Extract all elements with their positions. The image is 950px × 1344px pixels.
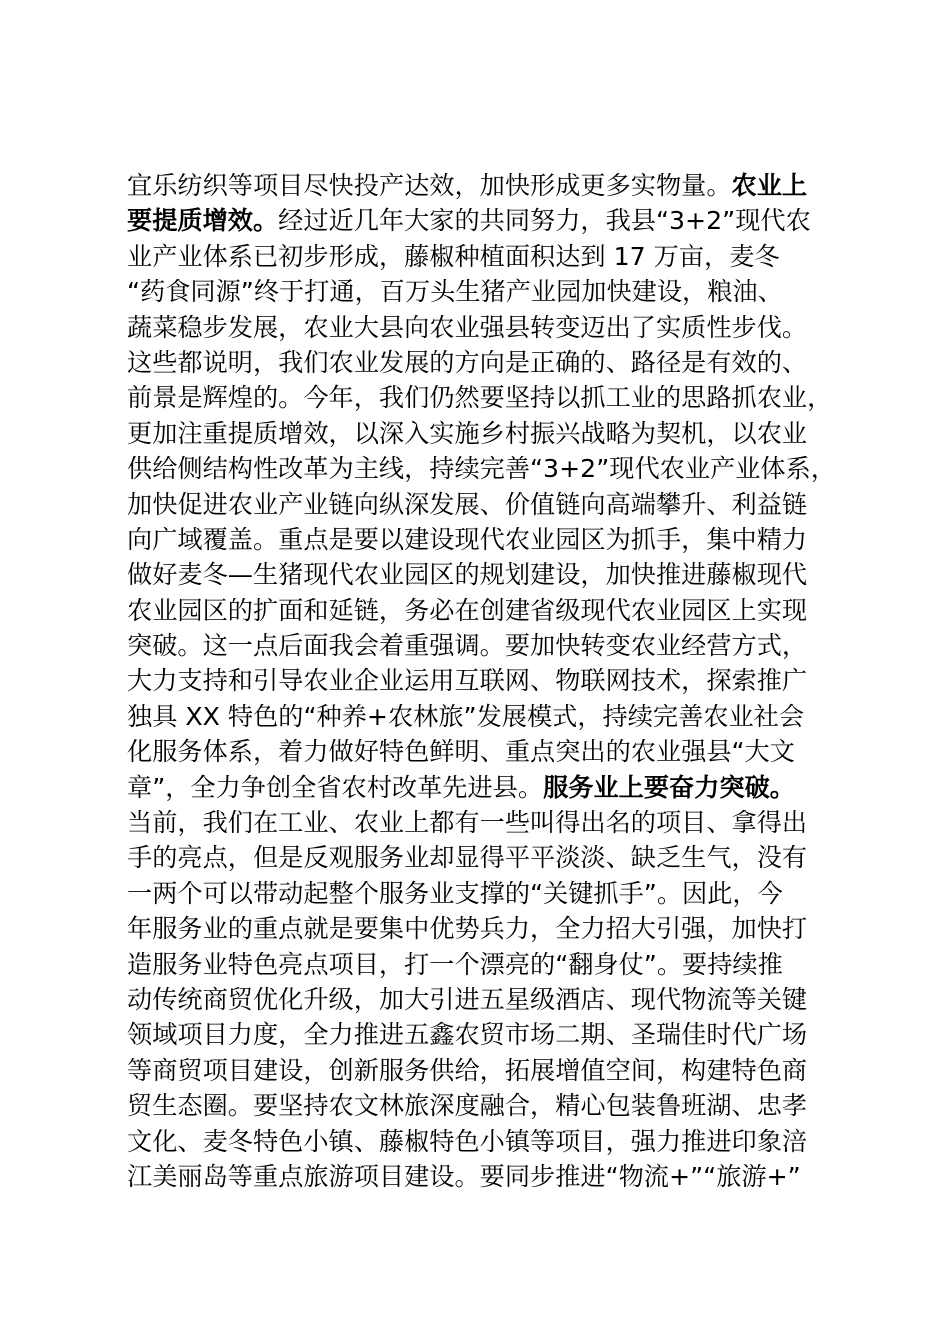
paragraph-line <box>127 1053 867 1088</box>
body-text-segment: 加快促进农业产业链向纵深发展、价值链向高端攀升、利益链 <box>127 489 808 519</box>
paragraph-line <box>127 840 867 875</box>
bold-heading-text: 要提质增效。 <box>127 206 279 236</box>
body-text-segment: 年服务业的重点就是要集中优势兵力，全力招大引强，加快打 <box>127 914 808 944</box>
body-text-segment: 文化、麦冬特色小镇、藤椒特色小镇等项目，强力推进印象涪 <box>127 1126 808 1156</box>
body-text-segment: 做好麦冬—生猪现代农业园区的规划建设，加快推进藤椒现代 <box>127 560 808 590</box>
body-text-segment: 动传统商贸优化升级，加大引进五星级酒店、现代物流等关键 <box>127 984 808 1014</box>
paragraph-line <box>127 805 867 840</box>
body-text-segment: 贸生态圈。要坚持农文林旅深度融合，精心包装鲁班湖、忠孝 <box>127 1091 808 1121</box>
paragraph-line <box>127 734 867 769</box>
paragraph-line <box>127 911 867 946</box>
paragraph-line <box>127 663 867 698</box>
body-text-segment: 经过近几年大家的共同努力，我县“3+2”现代农 <box>278 206 811 236</box>
paragraph-line <box>127 416 867 451</box>
body-text-segment: 独具 XX 特色的“种养+农林旅”发展模式，持续完善农业社会 <box>127 701 805 731</box>
paragraph-line <box>127 770 867 805</box>
body-text-segment: 宜乐纺织等项目尽快投产达效，加快形成更多实物量。 <box>127 171 732 200</box>
body-text-segment: 造服务业特色亮点项目，打一个漂亮的“翻身仗”。要持续推 <box>127 949 783 979</box>
body-text <box>127 168 867 1194</box>
paragraph-line <box>127 310 867 345</box>
body-text-segment: 业产业体系已初步形成，藤椒种植面积达到 17 万亩，麦冬 <box>127 241 780 271</box>
body-text-segment: 等商贸项目建设，创新服务供给，拓展增值空间，构建特色商 <box>127 1055 808 1085</box>
body-text-segment: 供给侧结构性改革为主线，持续完善“3+2”现代农业产业体系， <box>127 454 836 484</box>
body-text-segment: 大力支持和引导农业企业运用互联网、物联网技术，探索推广 <box>127 666 808 696</box>
paragraph-line <box>127 947 867 982</box>
body-text-segment: 前景是辉煌的。今年，我们仍然要坚持以抓工业的思路抓农业， <box>127 383 833 413</box>
paragraph-line <box>127 203 867 238</box>
body-text-segment: 农业园区的扩面和延链，务必在创建省级现代农业园区上实现 <box>127 595 808 625</box>
paragraph-line <box>127 274 867 309</box>
paragraph-line <box>127 1017 867 1052</box>
paragraph-line <box>127 345 867 380</box>
paragraph-line <box>127 168 867 203</box>
body-text-segment: “药食同源”终于打通，百万头生猪产业园加快建设，粮油、 <box>127 277 783 307</box>
paragraph-line <box>127 593 867 628</box>
paragraph-line <box>127 628 867 663</box>
body-text-segment: 手的亮点，但是反观服务业却显得平平淡淡、缺乏生气，没有 <box>127 843 808 873</box>
body-text-segment: 向广域覆盖。重点是要以建设现代农业园区为抓手，集中精力 <box>127 524 808 554</box>
paragraph-line <box>127 1088 867 1123</box>
body-text-segment: 这些都说明，我们农业发展的方向是正确的、路径是有效的、 <box>127 347 808 377</box>
paragraph-line <box>127 1159 867 1194</box>
paragraph-line <box>127 876 867 911</box>
body-text-segment: 突破。这一点后面我会着重强调。要加快转变农业经营方式， <box>127 631 808 661</box>
body-text-segment: 领域项目力度，全力推进五鑫农贸市场二期、圣瑞佳时代广场 <box>127 1020 808 1050</box>
body-text-segment: 当前，我们在工业、农业上都有一些叫得出名的项目、拿得出 <box>127 808 808 838</box>
paragraph-line <box>127 1124 867 1159</box>
body-text-segment: 化服务体系，着力做好特色鲜明、重点突出的农业强县“大文 <box>127 737 795 767</box>
paragraph-line <box>127 451 867 486</box>
paragraph-line <box>127 699 867 734</box>
body-text-segment: 一两个可以带动起整个服务业支撑的“关键抓手”。因此，今 <box>127 878 783 908</box>
paragraph-line <box>127 522 867 557</box>
paragraph-line <box>127 239 867 274</box>
bold-heading-text: 农业上 <box>731 171 808 200</box>
paragraph-line <box>127 487 867 522</box>
body-text-segment: 章”，全力争创全省农村改革先进县。 <box>127 772 544 802</box>
body-text-segment: 更加注重提质增效，以深入实施乡村振兴战略为契机，以农业 <box>127 418 808 448</box>
bold-heading-text: 服务业上要奋力突破。 <box>543 772 795 802</box>
body-text-segment: 蔬菜稳步发展，农业大县向农业强县转变迈出了实质性步伐。 <box>127 312 808 342</box>
paragraph-line <box>127 380 867 415</box>
body-text-segment: 江美丽岛等重点旅游项目建设。要同步推进“物流+”“旅游+” <box>127 1161 801 1191</box>
paragraph-line <box>127 982 867 1017</box>
paragraph-line <box>127 557 867 592</box>
